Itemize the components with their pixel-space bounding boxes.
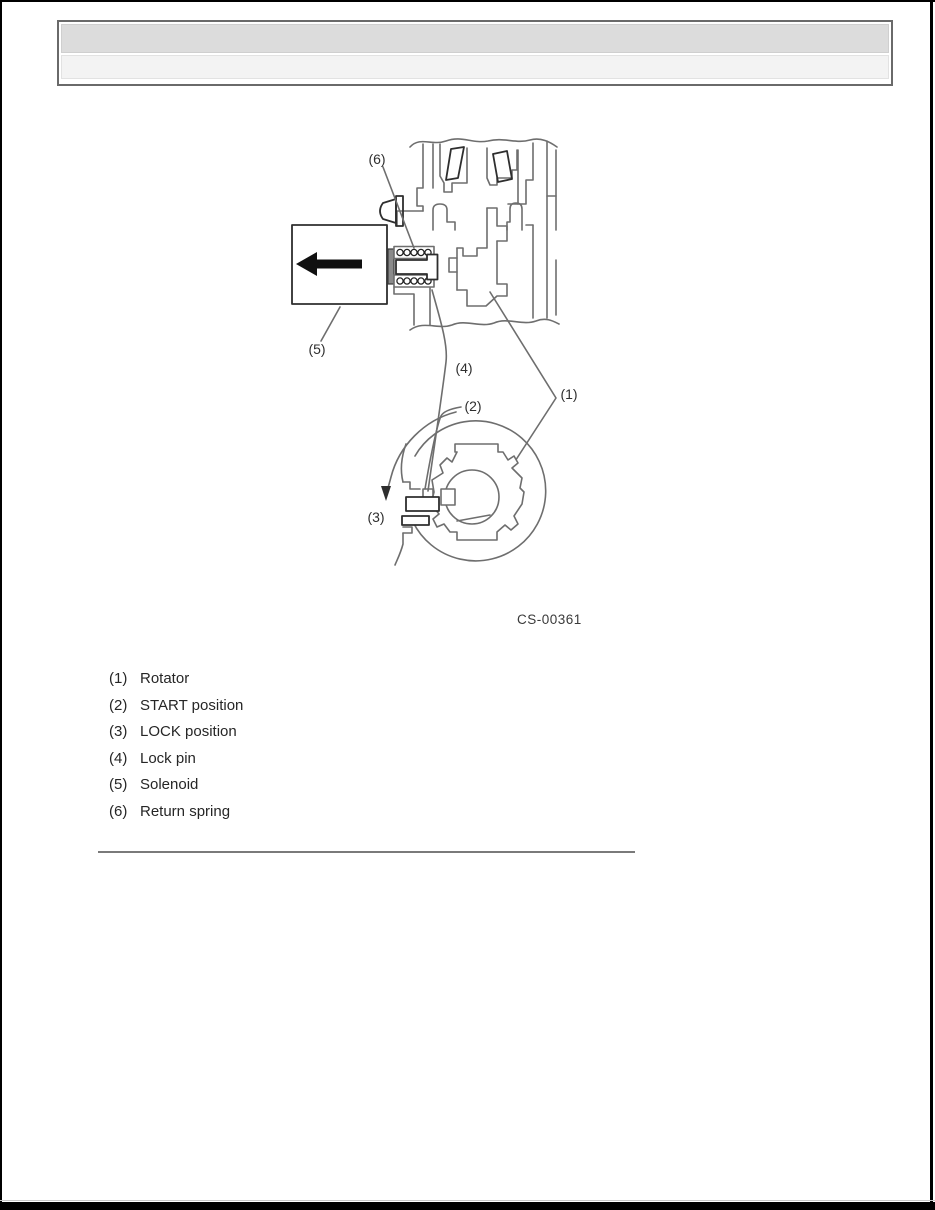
steering-lock-diagram (0, 90, 935, 650)
legend-num: (3) (109, 723, 128, 740)
callout-4: (4) (455, 360, 473, 376)
legend-label: Return spring (140, 802, 231, 820)
legend-num: (1) (109, 670, 128, 687)
leader-lines (321, 167, 556, 491)
legend-num: (2) (109, 696, 128, 714)
housing-slot-left (440, 144, 467, 192)
housing-slot-right (487, 148, 517, 185)
legend-label: Solenoid (140, 776, 199, 793)
callout-3: (3) (367, 509, 385, 525)
legend-num: (6) (109, 802, 128, 820)
header-row-secondary (61, 55, 889, 79)
housing-right-profile (508, 141, 556, 318)
page-border-top (0, 0, 935, 2)
legend-divider (98, 851, 635, 853)
legend-num: (5) (109, 776, 128, 793)
legend-item-5 (109, 776, 509, 792)
solenoid-body (292, 225, 387, 304)
mounting-bolt-icon (380, 199, 396, 223)
legend-label: Lock pin (140, 749, 196, 767)
legend-item-2 (109, 697, 509, 713)
legend-label: Rotator (140, 670, 190, 687)
bottom-break-line (410, 319, 559, 330)
callout-5: (5) (308, 341, 326, 357)
legend-item-1 (109, 670, 509, 686)
callout-2: (2) (464, 398, 482, 414)
housing-section (380, 139, 559, 330)
legend-label: LOCK position (140, 723, 237, 740)
diagram-svg (0, 90, 935, 650)
figure-code: CS-00361 (517, 612, 582, 627)
legend-item-3 (109, 723, 509, 739)
top-break-line (410, 139, 557, 147)
callout-6: (6) (368, 151, 386, 167)
legend-item-6 (109, 803, 509, 819)
header-row-primary (61, 24, 889, 53)
lock-pin-tip (406, 497, 439, 511)
keyhole-notch (441, 489, 455, 505)
rotation-arrow-icon (381, 486, 391, 501)
header-box (57, 20, 893, 86)
legend-item-4 (109, 750, 509, 766)
legend-num: (4) (109, 749, 128, 767)
rotator-cross-section (449, 208, 507, 306)
leader-5 (321, 307, 340, 341)
callout-1: (1) (560, 386, 578, 402)
legend-label: START position (140, 696, 244, 714)
page-border-bottom (0, 1202, 935, 1210)
page-border-bottom-line (0, 1200, 935, 1201)
